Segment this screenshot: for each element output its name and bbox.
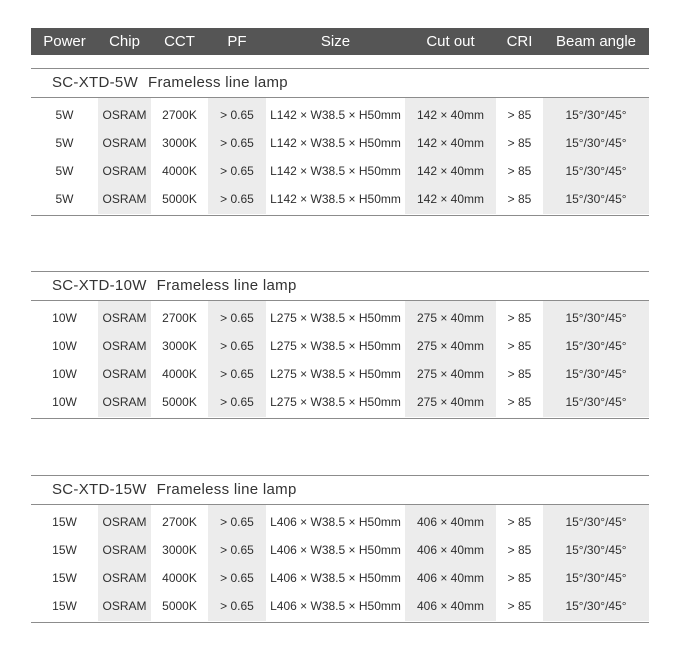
cell-pf: > 0.65 (220, 367, 254, 381)
cell-pf: > 0.65 (220, 515, 254, 529)
cell-power: 10W (52, 367, 77, 381)
cell-cri: > 85 (507, 395, 532, 409)
cell-cct: 2700K (162, 108, 197, 122)
cell-cct: 2700K (162, 515, 197, 529)
cell-size: L275 × W38.5 × H50mm (270, 339, 401, 353)
cell-beam-angle: 15°/30°/45° (565, 311, 627, 325)
cell-power: 10W (52, 339, 77, 353)
cell-cri: > 85 (507, 543, 532, 557)
cell-cutout: 142 × 40mm (416, 108, 485, 122)
cell-chip: OSRAM (102, 136, 147, 150)
section-model: SC-XTD-5W (52, 74, 139, 91)
header-power: Power (43, 33, 86, 50)
cell-size: L142 × W38.5 × H50mm (270, 164, 401, 178)
cell-cri: > 85 (507, 339, 532, 353)
cell-cutout: 142 × 40mm (416, 192, 485, 206)
cell-pf: > 0.65 (220, 339, 254, 353)
cell-power: 10W (52, 395, 77, 409)
section-model: SC-XTD-15W (52, 481, 147, 498)
cell-chip: OSRAM (102, 367, 147, 381)
cell-cri: > 85 (507, 192, 532, 206)
cell-cct: 5000K (162, 395, 197, 409)
cell-power: 10W (52, 311, 77, 325)
cell-beam-angle: 15°/30°/45° (565, 515, 627, 529)
cell-cct: 4000K (162, 571, 197, 585)
cell-pf: > 0.65 (220, 136, 254, 150)
cell-cct: 5000K (162, 599, 197, 613)
cell-chip: OSRAM (102, 339, 147, 353)
header-cutout: Cut out (426, 33, 475, 50)
header-cri: CRI (506, 33, 533, 50)
cell-beam-angle: 15°/30°/45° (565, 339, 627, 353)
cell-cct: 4000K (162, 164, 197, 178)
cell-chip: OSRAM (102, 164, 147, 178)
cell-pf: > 0.65 (220, 571, 254, 585)
section-divider (31, 215, 649, 216)
cell-cct: 4000K (162, 367, 197, 381)
cell-beam-angle: 15°/30°/45° (565, 192, 627, 206)
section-title (52, 277, 297, 294)
cell-power: 15W (52, 571, 77, 585)
cell-pf: > 0.65 (220, 192, 254, 206)
cell-chip: OSRAM (102, 515, 147, 529)
cell-size: L275 × W38.5 × H50mm (270, 367, 401, 381)
cell-cri: > 85 (507, 367, 532, 381)
header-beam-angle: Beam angle (555, 33, 637, 50)
section-title (52, 74, 288, 91)
cell-beam-angle: 15°/30°/45° (565, 367, 627, 381)
section-model: SC-XTD-10W (52, 277, 147, 294)
cell-cutout: 406 × 40mm (416, 543, 485, 557)
cell-size: L406 × W38.5 × H50mm (270, 515, 401, 529)
section-divider (31, 418, 649, 419)
cell-beam-angle: 15°/30°/45° (565, 395, 627, 409)
section-name: Frameless line lamp (148, 74, 288, 91)
cell-beam-angle: 15°/30°/45° (565, 543, 627, 557)
cell-power: 5W (55, 136, 74, 150)
cell-beam-angle: 15°/30°/45° (565, 136, 627, 150)
cell-pf: > 0.65 (220, 543, 254, 557)
cell-size: L142 × W38.5 × H50mm (270, 192, 401, 206)
cell-chip: OSRAM (102, 192, 147, 206)
cell-pf: > 0.65 (220, 164, 254, 178)
table-header (31, 28, 649, 55)
cell-cct: 3000K (162, 136, 197, 150)
cell-cri: > 85 (507, 599, 532, 613)
header-chip: Chip (109, 33, 140, 50)
cell-chip: OSRAM (102, 571, 147, 585)
cell-cct: 2700K (162, 311, 197, 325)
cell-cct: 3000K (162, 339, 197, 353)
cell-cutout: 406 × 40mm (416, 515, 485, 529)
cell-beam-angle: 15°/30°/45° (565, 599, 627, 613)
section-divider (31, 622, 649, 623)
cell-cutout: 406 × 40mm (416, 571, 485, 585)
cell-power: 15W (52, 543, 77, 557)
cell-cutout: 142 × 40mm (416, 164, 485, 178)
cell-cutout: 142 × 40mm (416, 136, 485, 150)
cell-cri: > 85 (507, 164, 532, 178)
section-divider (31, 271, 649, 272)
cell-chip: OSRAM (102, 108, 147, 122)
cell-size: L406 × W38.5 × H50mm (270, 599, 401, 613)
section-divider (31, 68, 649, 69)
cell-size: L142 × W38.5 × H50mm (270, 108, 401, 122)
cell-pf: > 0.65 (220, 311, 254, 325)
cell-cutout: 275 × 40mm (416, 311, 485, 325)
cell-cri: > 85 (507, 108, 532, 122)
cell-size: L275 × W38.5 × H50mm (270, 395, 401, 409)
section-divider (31, 475, 649, 476)
cell-size: L275 × W38.5 × H50mm (270, 311, 401, 325)
cell-cri: > 85 (507, 136, 532, 150)
cell-size: L406 × W38.5 × H50mm (270, 571, 401, 585)
cell-chip: OSRAM (102, 395, 147, 409)
cell-size: L142 × W38.5 × H50mm (270, 136, 401, 150)
cell-beam-angle: 15°/30°/45° (565, 164, 627, 178)
cell-size: L406 × W38.5 × H50mm (270, 543, 401, 557)
cell-chip: OSRAM (102, 311, 147, 325)
header-cct: CCT (164, 33, 195, 50)
cell-beam-angle: 15°/30°/45° (565, 571, 627, 585)
cell-chip: OSRAM (102, 543, 147, 557)
cell-beam-angle: 15°/30°/45° (565, 108, 627, 122)
section-name: Frameless line lamp (156, 481, 297, 498)
cell-cri: > 85 (507, 515, 532, 529)
cell-cutout: 406 × 40mm (416, 599, 485, 613)
cell-pf: > 0.65 (220, 108, 254, 122)
cell-chip: OSRAM (102, 599, 147, 613)
cell-cri: > 85 (507, 571, 532, 585)
header-size: Size (320, 33, 351, 50)
header-pf: PF (227, 33, 247, 50)
cell-power: 15W (52, 599, 77, 613)
cell-cutout: 275 × 40mm (416, 339, 485, 353)
section-name: Frameless line lamp (156, 277, 297, 294)
cell-pf: > 0.65 (220, 599, 254, 613)
cell-power: 5W (55, 164, 74, 178)
cell-cri: > 85 (507, 311, 532, 325)
cell-power: 5W (55, 192, 74, 206)
cell-cct: 3000K (162, 543, 197, 557)
cell-power: 5W (55, 108, 74, 122)
cell-power: 15W (52, 515, 77, 529)
section-title (52, 481, 297, 498)
cell-pf: > 0.65 (220, 395, 254, 409)
cell-cutout: 275 × 40mm (416, 367, 485, 381)
cell-cutout: 275 × 40mm (416, 395, 485, 409)
cell-cct: 5000K (162, 192, 197, 206)
